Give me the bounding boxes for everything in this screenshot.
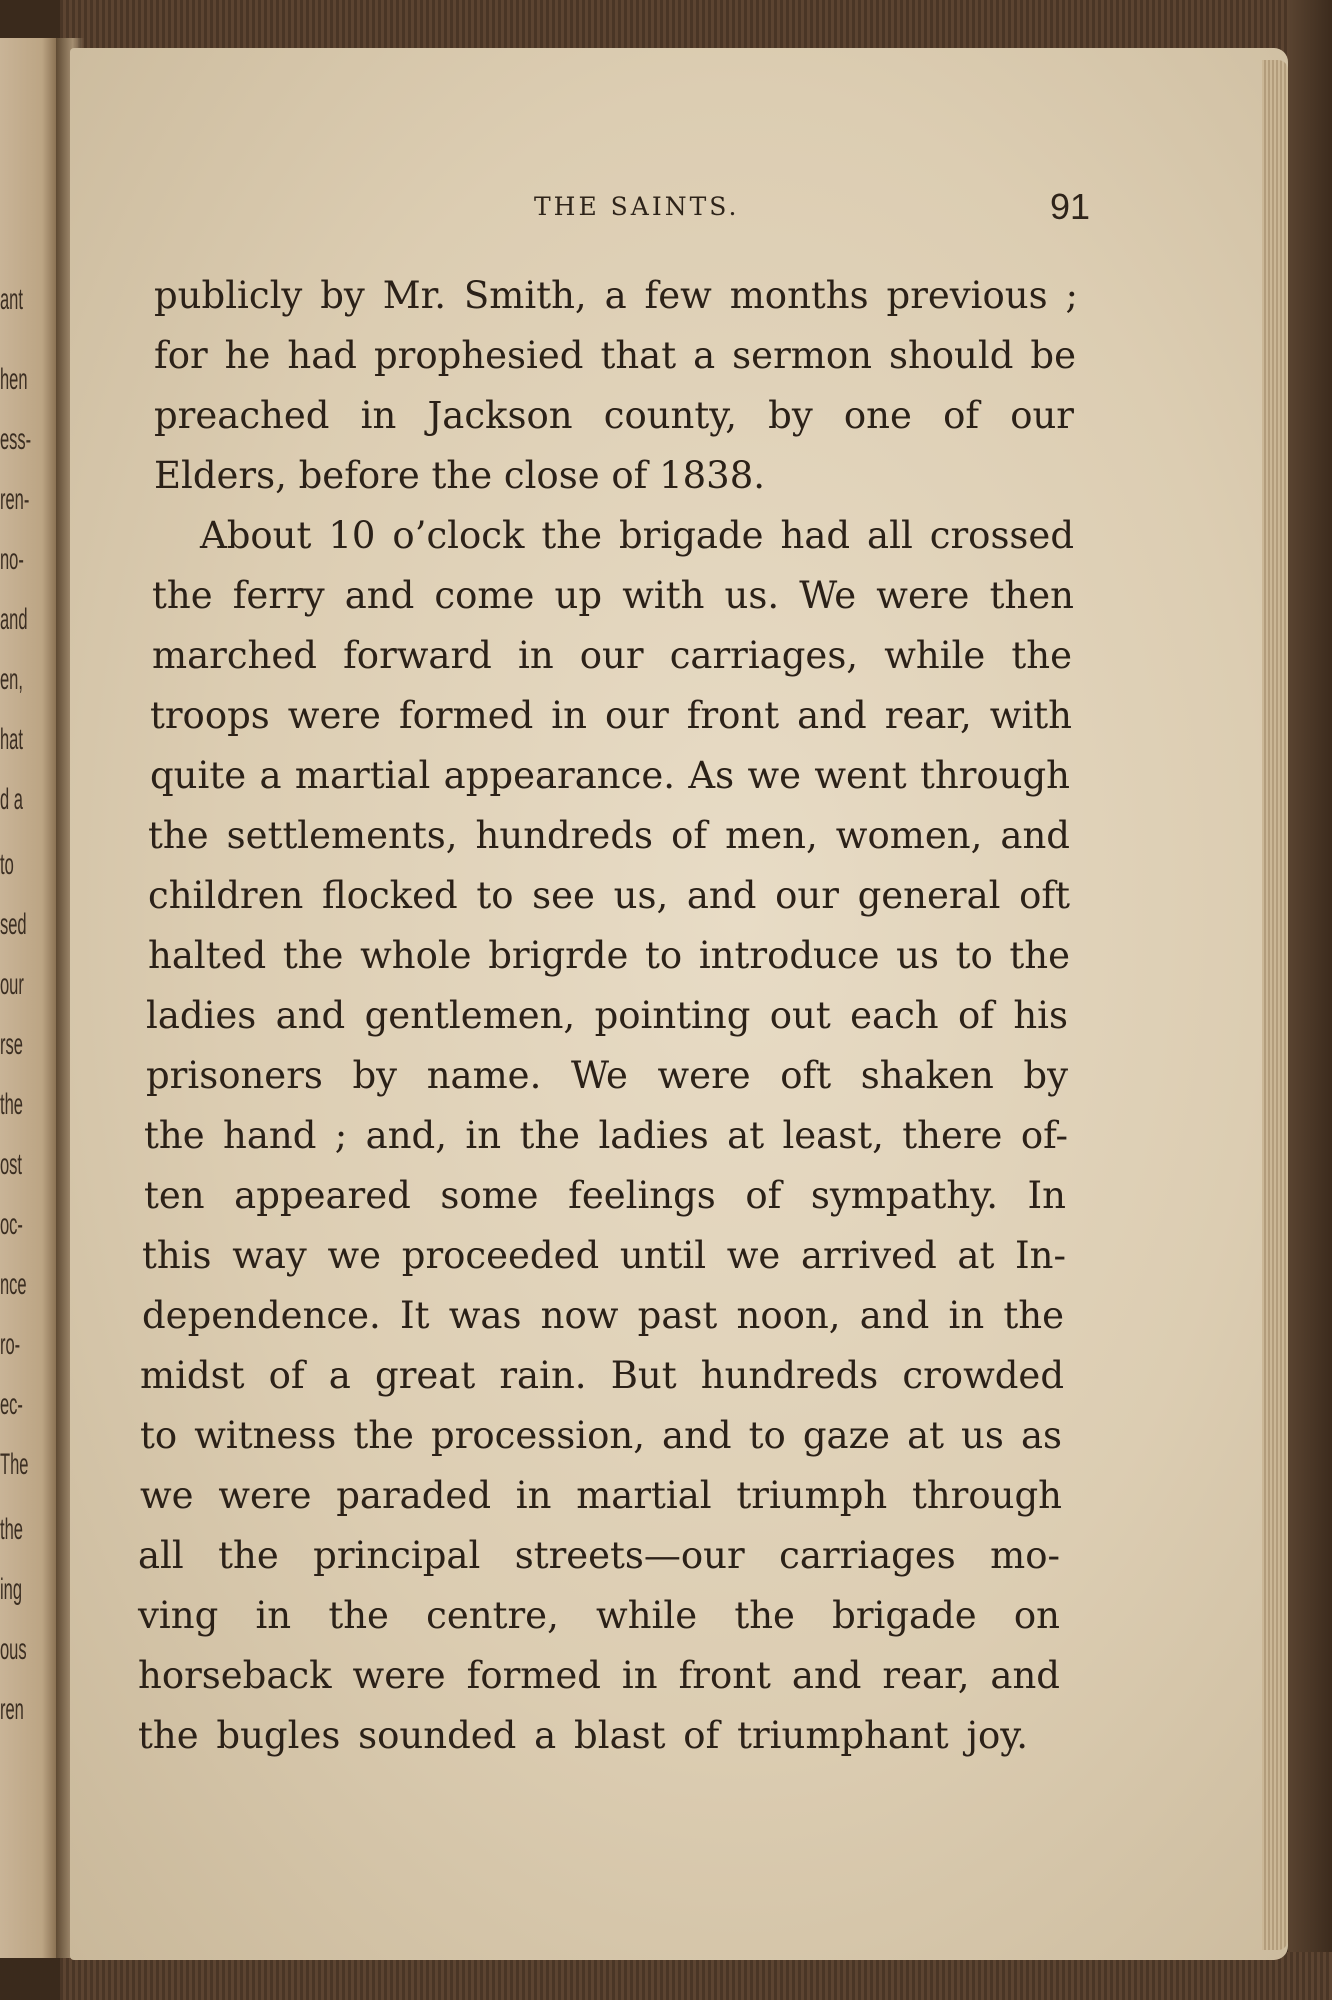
facing-page-text: the [0, 1513, 23, 1546]
book-cover-right-edge [1288, 0, 1332, 2000]
facing-page-text: ost [0, 1148, 23, 1181]
facing-page-text: and [0, 603, 28, 636]
text-line: horseback were formed in front and rear, and [138, 1654, 1060, 1697]
facing-page-text: ec- [0, 1388, 23, 1421]
text-line: quite a martial appearance. As we went through [150, 754, 1070, 797]
facing-page-text: hen [0, 363, 28, 396]
text-line: Elders, before the close of 1838. [154, 454, 766, 497]
text-line: the ferry and come up with us. We were then [152, 574, 1074, 617]
text-line: to witness the procession, and to gaze at us as [140, 1414, 1062, 1457]
text-line: publicly by Mr. Smith, a few months previous ; [154, 274, 1078, 317]
text-line: dependence. It was now past noon, and in the [142, 1294, 1064, 1337]
text-line: prisoners by name. We were oft shaken by [146, 1054, 1068, 1097]
text-line: the settlements, hundreds of men, women, and [148, 814, 1070, 857]
facing-page-text: ro- [0, 1328, 21, 1361]
facing-page-text: ing [0, 1573, 23, 1606]
text-line: the hand ; and, in the ladies at least, there of- [144, 1114, 1068, 1157]
text-line: preached in Jackson county, by one of our [154, 394, 1074, 437]
facing-page-text: rse [0, 1028, 23, 1061]
text-line: troops were formed in our front and rear, with [150, 694, 1072, 737]
facing-page-text: sed [0, 908, 27, 941]
text-line: halted the whole brigrde to introduce us to the [148, 934, 1070, 977]
facing-page-text: ant [0, 283, 23, 316]
text-line: the bugles sounded a blast of triumphant joy. [138, 1714, 1028, 1757]
text-line: ten appeared some feelings of sympathy. In [144, 1174, 1066, 1217]
running-title: THE SAINTS. [534, 192, 740, 221]
text-line: we were paraded in martial triumph through [140, 1474, 1062, 1517]
page-number: 91 [1049, 186, 1090, 227]
text-line: marched forward in our carriages, while the [152, 634, 1072, 677]
facing-page-text: hat [0, 723, 23, 756]
text-line: About 10 o’clock the brigade had all crossed [200, 514, 1074, 557]
facing-page-text: our [0, 968, 24, 1001]
text-line: midst of a great rain. But hundreds crowded [140, 1354, 1064, 1397]
facing-page-text: d a [0, 783, 23, 816]
facing-page-text: ren- [0, 483, 30, 516]
facing-page-fragment [0, 38, 60, 1958]
text-line: ving in the centre, while the brigade on [138, 1594, 1060, 1637]
facing-page-text: oc- [0, 1208, 23, 1241]
text-line: for he had prophesied that a sermon should be [154, 334, 1076, 377]
facing-page-text: no- [0, 543, 24, 576]
text-line: ladies and gentlemen, pointing out each of his [146, 994, 1068, 1037]
facing-page-text: en, [0, 663, 23, 696]
facing-page-text: nce [0, 1268, 27, 1301]
page-edges [1262, 60, 1288, 1950]
facing-page-text: ess- [0, 423, 32, 456]
facing-page-text: ren [0, 1693, 24, 1726]
text-line: this way we proceeded until we arrived at In- [142, 1234, 1066, 1277]
text-line: all the principal streets—our carriages mo- [138, 1534, 1060, 1577]
facing-page-text: to [0, 848, 14, 881]
text-line: children flocked to see us, and our general oft [148, 874, 1070, 917]
facing-page-text: The [0, 1448, 29, 1481]
facing-page-text: the [0, 1088, 23, 1121]
facing-page-text: ous [0, 1633, 27, 1666]
